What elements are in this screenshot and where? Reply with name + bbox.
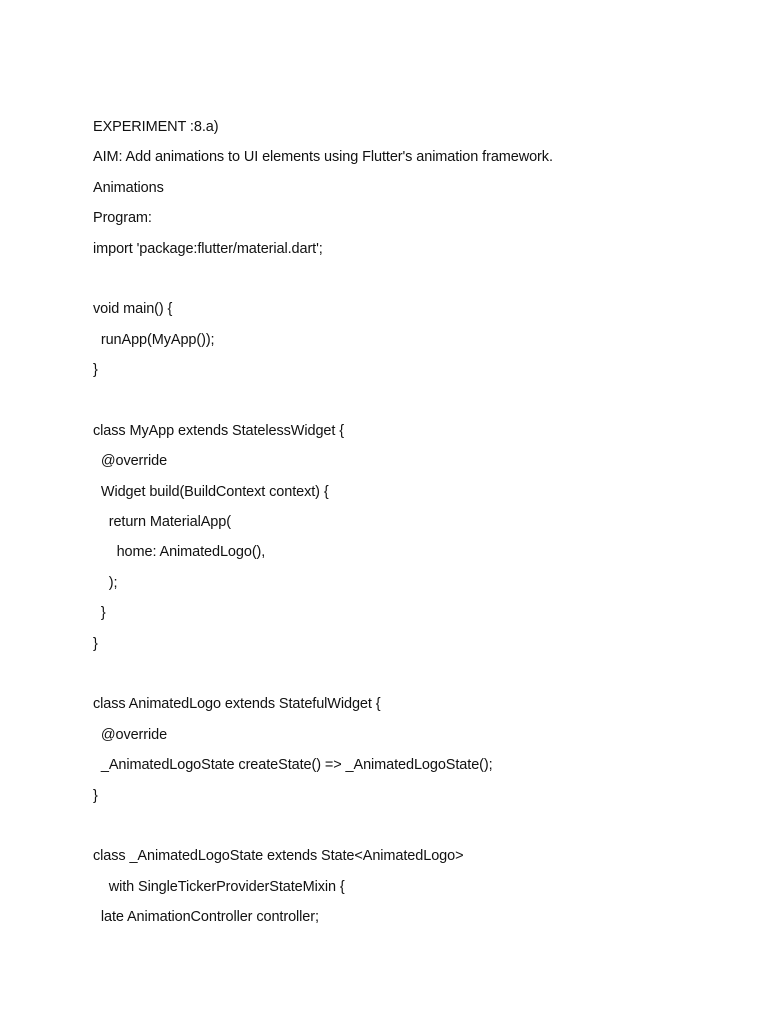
code-line: runApp(MyApp()); xyxy=(93,331,215,348)
code-line: @override xyxy=(93,453,168,470)
document-content xyxy=(93,117,713,938)
code-block xyxy=(93,239,713,938)
blank-line xyxy=(93,391,713,421)
code-line: class _AnimatedLogoState extends State<AnimatedLogo> xyxy=(93,848,464,865)
topic-text: Animations xyxy=(93,179,164,196)
code-line: } xyxy=(93,605,106,622)
aim-text: AIM: Add animations to UI elements using Flutter's animation framework. xyxy=(93,149,553,166)
code-line: class MyApp extends StatelessWidget { xyxy=(93,422,344,439)
code-line: ); xyxy=(93,574,118,591)
code-line: return MaterialApp( xyxy=(93,514,231,531)
code-line: @override xyxy=(93,726,168,743)
program-label: Program: xyxy=(93,210,152,227)
code-line: home: AnimatedLogo(), xyxy=(93,544,266,561)
code-line: class AnimatedLogo extends StatefulWidget { xyxy=(93,696,381,713)
code-line: _AnimatedLogoState createState() => _AnimatedLogoState(); xyxy=(93,757,493,774)
code-line: late AnimationController controller; xyxy=(93,909,319,926)
code-line: with SingleTickerProviderStateMixin { xyxy=(93,878,345,895)
code-line: void main() { xyxy=(93,301,173,318)
code-line: import 'package:flutter/material.dart'; xyxy=(93,240,323,257)
code-line: } xyxy=(93,362,98,379)
experiment-heading: EXPERIMENT :8.a) xyxy=(93,119,219,135)
blank-line xyxy=(93,664,713,694)
code-line: } xyxy=(93,787,98,804)
blank-line xyxy=(93,816,713,846)
code-line: } xyxy=(93,635,98,652)
blank-line xyxy=(93,269,713,299)
code-line: Widget build(BuildContext context) { xyxy=(93,483,329,500)
